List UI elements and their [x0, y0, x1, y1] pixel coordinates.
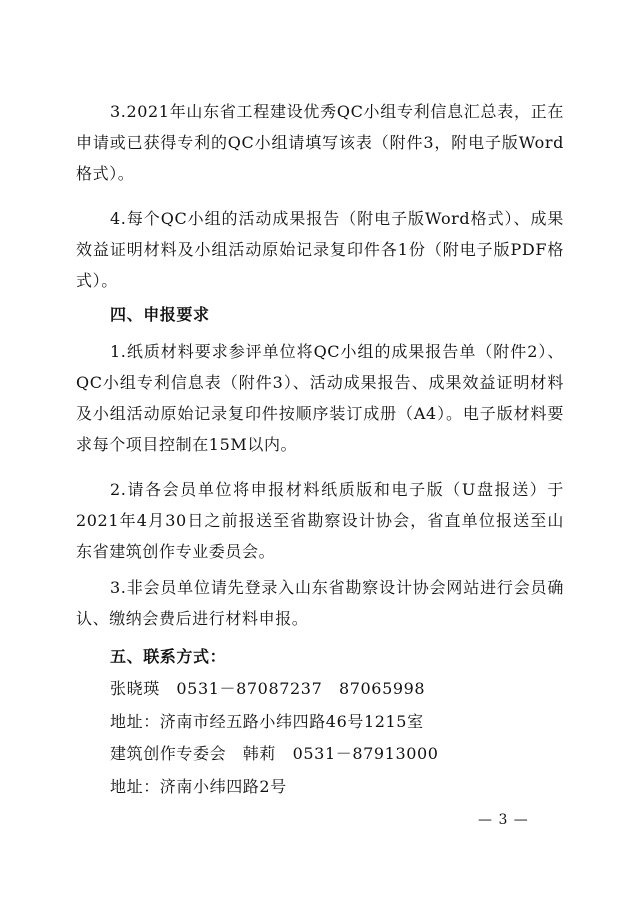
section-heading-contact: 五、联系方式：	[110, 647, 227, 666]
section-heading-requirements: 四、申报要求	[110, 305, 210, 324]
contact-address-1: 地址：济南市经五路小纬四路46号1215室	[110, 712, 424, 731]
attachment-item-3: 3.2021年山东省工程建设优秀QC小组专利信息汇总表，正在申请或已获得专利的QC小组请填写该表（附件3，附电子版Word格式）。	[76, 102, 564, 183]
requirement-item-2: 2.请各会员单位将申报材料纸质版和电子版（U盘报送）于2021年4月30日之前报送至省勘察设计协会，省直单位报送至山东省建筑创作专业委员会。	[76, 480, 564, 561]
page-number: — 3 —	[478, 812, 529, 828]
contact-line-2: 建筑创作专委会 韩莉 0531－87913000	[110, 744, 439, 763]
contact-address-2: 地址：济南小纬四路2号	[110, 777, 287, 796]
contact-line-1: 张晓瑛 0531－87087237 87065998	[110, 679, 426, 698]
requirement-item-1: 1.纸质材料要求参评单位将QC小组的成果报告单（附件2）、QC小组专利信息表（附件3）、活动成果报告、成果效益证明材料及小组活动原始记录复印件按顺序装订成册（A4）。电子版材料要求每个项目控制在15M以内。	[76, 342, 564, 454]
requirement-item-3: 3.非会员单位请先登录入山东省勘察设计协会网站进行会员确认、缴纳会费后进行材料申报。	[76, 578, 564, 628]
attachment-item-4: 4.每个QC小组的活动成果报告（附电子版Word格式）、成果效益证明材料及小组活动原始记录复印件各1份（附电子版PDF格式）。	[76, 209, 564, 290]
